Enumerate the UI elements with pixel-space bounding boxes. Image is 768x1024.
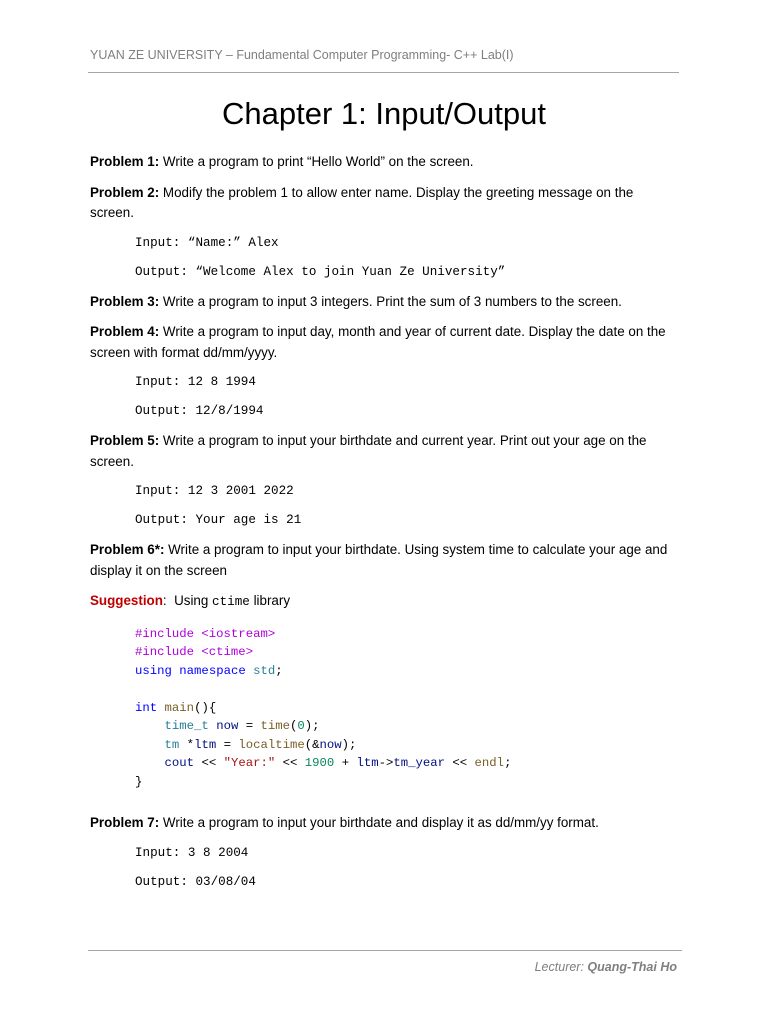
- problem-label: Problem 1:: [90, 154, 160, 169]
- code-token: <<: [275, 756, 305, 770]
- code-line-blank: [135, 680, 680, 699]
- example-output: Output: 03/08/04: [135, 874, 256, 889]
- code-token: <<: [445, 756, 475, 770]
- code-line: [135, 662, 680, 681]
- code-token: endl: [474, 756, 505, 770]
- code-line: [135, 773, 680, 792]
- footer-label: Lecturer:: [534, 960, 588, 974]
- code-token: time_t: [164, 719, 209, 733]
- code-token: 0: [297, 719, 305, 733]
- problem-text: Write a program to input your birthdate and display it as dd/mm/yy format.: [159, 815, 599, 830]
- code-token: now: [319, 737, 342, 752]
- code-token: ->: [378, 756, 394, 770]
- document-body: [90, 152, 680, 902]
- code-token: *: [179, 737, 195, 752]
- code-token: 1900: [304, 756, 335, 770]
- code-token: );: [304, 719, 320, 733]
- problem-6: [90, 540, 680, 581]
- code-token: using: [135, 663, 172, 678]
- problem-5: [90, 431, 680, 472]
- header-divider: [88, 72, 679, 73]
- code-token: std: [253, 663, 276, 678]
- problem-label: Problem 7:: [90, 815, 160, 830]
- lecturer-name: Quang-Thai Ho: [587, 960, 677, 974]
- code-token: =: [238, 719, 261, 733]
- example-input: Input: 12 3 2001 2022: [135, 484, 294, 498]
- code-token: (: [290, 719, 298, 733]
- code-token: tm: [164, 737, 180, 752]
- problem-text: Write a program to input 3 integers. Print the sum of 3 numbers to the screen.: [159, 293, 622, 309]
- problem-text: Write a program to input day, month and year of current date. Display the date on the screen with format dd/mm/yyyy.: [90, 324, 666, 360]
- problem-text: Write a program to print “Hello World” on the screen.: [159, 154, 474, 169]
- code-token: #include <iostream>: [135, 626, 276, 641]
- problem-3: [90, 292, 680, 313]
- code-token: "Year:": [223, 756, 276, 770]
- page-footer: [535, 960, 677, 974]
- problem-text: Modify the problem 1 to allow enter name. Display the greeting message on the screen.: [90, 184, 634, 220]
- problem-1: [90, 152, 680, 173]
- code-sample: [90, 625, 680, 792]
- code-line: [135, 699, 680, 718]
- problem-label: Problem 5:: [90, 433, 160, 448]
- example-output: Output: “Welcome Alex to join Yuan Ze University”: [135, 264, 506, 279]
- code-token: (){: [194, 700, 217, 715]
- problem-label: Problem 4:: [90, 324, 160, 339]
- problem-4: [90, 322, 680, 363]
- suggestion: [90, 591, 680, 613]
- example-input: Input: 3 8 2004: [135, 845, 249, 860]
- example-input: Input: “Name:” Alex: [135, 235, 279, 250]
- code-token: ;: [504, 756, 512, 770]
- code-line: [135, 643, 680, 662]
- problem-2: [90, 183, 680, 224]
- code-token: now: [216, 719, 239, 733]
- example-output: Output: Your age is 21: [135, 513, 302, 527]
- code-token: int: [135, 700, 158, 715]
- code-line: [135, 717, 680, 736]
- code-token: tm_year: [393, 756, 446, 770]
- suggestion-library: ctime: [212, 595, 250, 609]
- page-header: YUAN ZE UNIVERSITY – Fundamental Computer Programming- C++ Lab(I): [90, 48, 514, 62]
- problem-label: Problem 2:: [90, 184, 160, 200]
- code-token: (&: [304, 737, 320, 752]
- code-token: <<: [194, 756, 224, 770]
- code-token: localtime: [238, 737, 305, 752]
- suggestion-label: Suggestion: [90, 593, 163, 608]
- code-token: time: [260, 719, 291, 733]
- problem-label: Problem 6*:: [90, 542, 165, 557]
- suggestion-text-end: library: [249, 593, 291, 608]
- code-line: [135, 736, 680, 755]
- code-token: #include <ctime>: [135, 645, 254, 659]
- code-token: ltm: [356, 756, 379, 770]
- example-output: Output: 12/8/1994: [135, 404, 264, 418]
- problem-label: Problem 3:: [90, 293, 160, 309]
- chapter-title: Chapter 1: Input/Output: [222, 96, 546, 131]
- code-token: ;: [275, 663, 283, 678]
- code-line: [135, 754, 680, 773]
- example-input: Input: 12 8 1994: [135, 375, 256, 389]
- code-line: [135, 625, 680, 644]
- code-token: cout: [164, 756, 195, 770]
- suggestion-text: Using: [166, 593, 213, 608]
- code-token: =: [216, 737, 239, 752]
- footer-divider: [88, 950, 682, 951]
- code-token: main: [164, 700, 195, 715]
- code-token: namespace: [179, 663, 246, 678]
- suggestion-colon: :: [162, 593, 167, 608]
- code-token: ltm: [194, 737, 217, 752]
- problem-text: Write a program to input your birthdate and current year. Print out your age on the screen.: [90, 433, 647, 469]
- code-token: }: [135, 774, 143, 789]
- code-token: );: [341, 737, 357, 752]
- problem-text: Write a program to input your birthdate. Using system time to calculate your age and display it on the screen: [90, 542, 668, 578]
- code-token: +: [334, 756, 357, 770]
- problem-7: [90, 813, 680, 834]
